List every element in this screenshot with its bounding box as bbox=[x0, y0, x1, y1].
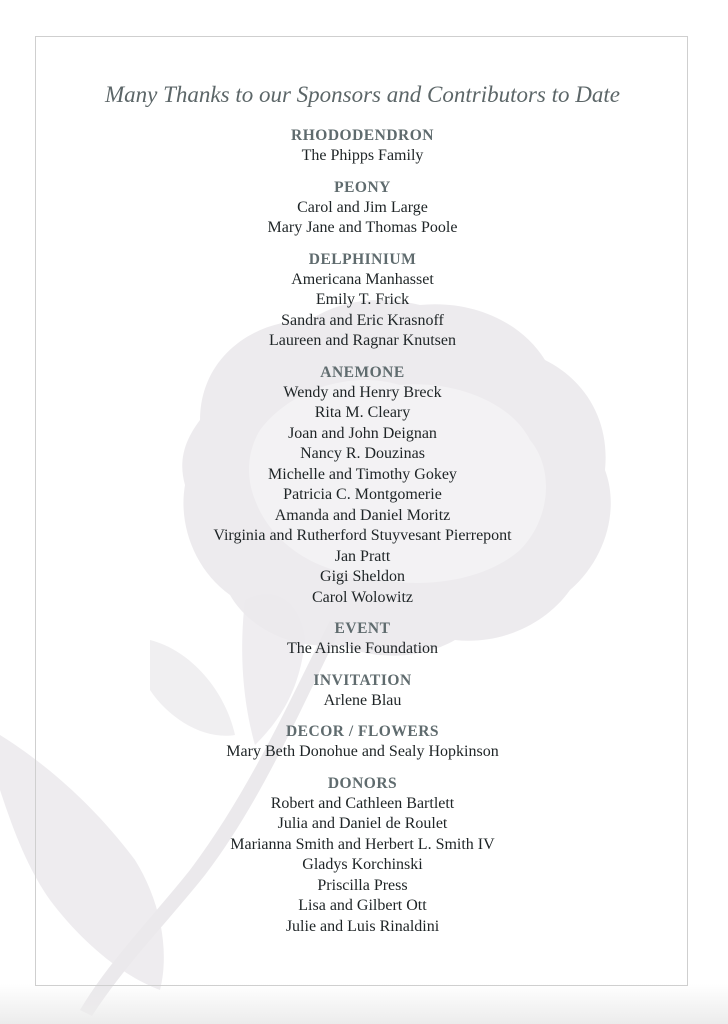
sponsor-name: Julie and Luis Rinaldini bbox=[285, 917, 440, 935]
sponsor-name: Gladys Korchinski bbox=[302, 856, 423, 873]
sponsor-name: Carol and Jim Large bbox=[297, 198, 428, 216]
sponsor-name: Robert and Cathleen Bartlett bbox=[270, 794, 455, 812]
sponsor-name: Virginia and Rutherford Stuyvesant Pierrepont bbox=[213, 527, 512, 544]
section-event bbox=[36, 619, 689, 660]
section-heading: INVITATION bbox=[313, 671, 412, 689]
sponsor-name: Joan and John Deignan bbox=[288, 424, 437, 442]
sponsor-name: Wendy and Henry Breck bbox=[283, 383, 442, 401]
sponsor-name: Marianna Smith and Herbert L. Smith IV bbox=[230, 835, 495, 853]
section-delphinium bbox=[36, 250, 689, 352]
section-heading: PEONY bbox=[334, 178, 391, 196]
sponsor-list bbox=[36, 78, 689, 948]
section-decor-flowers bbox=[36, 722, 689, 763]
sponsor-name: Mary Jane and Thomas Poole bbox=[267, 219, 458, 236]
sponsor-name: Julia and Daniel de Roulet bbox=[277, 815, 448, 832]
sponsor-name: Gigi Sheldon bbox=[320, 568, 405, 585]
sponsor-name: Nancy R. Douzinas bbox=[300, 445, 425, 462]
sponsor-name: Americana Manhasset bbox=[291, 270, 434, 288]
section-heading: DECOR / FLOWERS bbox=[285, 723, 440, 740]
section-heading: RHODODENDRON bbox=[291, 127, 434, 144]
sponsor-name: Emily T. Frick bbox=[315, 291, 410, 308]
sponsor-name: Amanda and Daniel Moritz bbox=[274, 506, 451, 524]
section-invitation bbox=[36, 671, 689, 712]
section-rhododendron bbox=[36, 126, 689, 167]
sponsor-name: Patricia C. Montgomerie bbox=[283, 486, 442, 503]
sponsor-name: Arlene Blau bbox=[323, 691, 402, 709]
sponsor-name: Laureen and Ragnar Knutsen bbox=[268, 332, 457, 349]
bottom-shadow bbox=[0, 984, 728, 1024]
sponsor-name: Carol Wolowitz bbox=[311, 588, 414, 606]
sponsor-name: Rita M. Cleary bbox=[314, 404, 411, 421]
sponsor-name: Michelle and Timothy Gokey bbox=[268, 465, 457, 483]
sponsor-name: Lisa and Gilbert Ott bbox=[298, 897, 427, 914]
page-title: Many Thanks to our Sponsors and Contributors to Date bbox=[105, 82, 620, 107]
sponsor-name: Sandra and Eric Krasnoff bbox=[281, 311, 444, 329]
section-anemone bbox=[36, 363, 689, 609]
sponsor-name: The Ainslie Foundation bbox=[286, 640, 439, 657]
section-donors bbox=[36, 774, 689, 938]
section-heading: EVENT bbox=[334, 620, 391, 637]
sponsor-name: Priscilla Press bbox=[317, 876, 408, 894]
section-heading: DELPHINIUM bbox=[308, 250, 417, 268]
sponsor-name: Mary Beth Donohue and Sealy Hopkinson bbox=[226, 743, 499, 760]
section-heading: ANEMONE bbox=[320, 363, 405, 381]
sponsor-name: Jan Pratt bbox=[334, 547, 391, 565]
section-peony bbox=[36, 178, 689, 239]
sponsor-name: The Phipps Family bbox=[301, 147, 424, 164]
section-heading: DONORS bbox=[327, 774, 398, 792]
